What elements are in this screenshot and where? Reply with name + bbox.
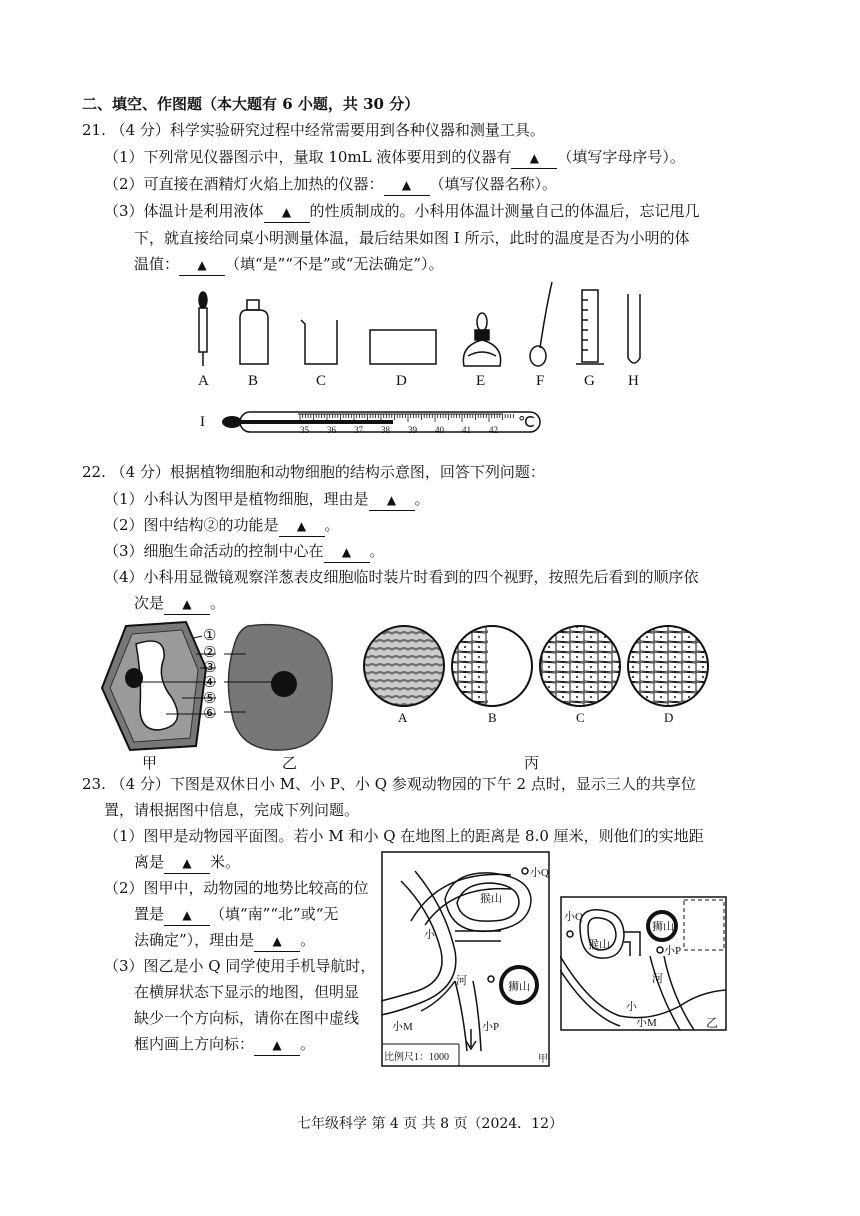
q23-part1: （1）图甲是动物园平面图。若小 M 和小 Q 在地图上的距离是 8.0 厘米，则他们的实地距 (104, 827, 704, 845)
q21-part3-cont: 下，就直接给同桌小明测量体温，最后结果如图 I 所示，此时的温度是否为小明的体 (134, 229, 690, 247)
alcohol-lamp-icon (463, 313, 500, 366)
q23-part2-end: 法确定”），理由是 ▲ 。 (134, 930, 315, 952)
cell-number: ⑥ (203, 706, 217, 722)
label-jia: 甲 (142, 756, 158, 772)
instrument-label: E (476, 373, 486, 389)
instrument-label: D (396, 373, 407, 389)
label-bing: 丙 (524, 756, 540, 772)
beaker-icon (301, 320, 337, 364)
view-c (540, 626, 620, 706)
map-jia-hou-shan: 猴山 (480, 893, 502, 905)
instrument-label: G (584, 373, 595, 389)
view-a (364, 626, 444, 706)
cell-number: ② (203, 645, 217, 661)
q21-part3-end: 温值： ▲ （填“是”“不是”或“无法确定”）。 (134, 254, 444, 276)
answer-blank[interactable]: ▲ (164, 853, 210, 874)
thermo-unit: ℃ (518, 415, 535, 431)
q23-part3-end: 框内画上方向标： ▲ 。 (134, 1034, 315, 1056)
map-jia-xiao-p: 小P (482, 1021, 500, 1033)
map-yi-xiao-q: 小Q (564, 911, 583, 923)
thermo-tick: 41 (462, 425, 471, 435)
map-yi-river1: 小 (626, 1001, 637, 1013)
q22-part3: （3）细胞生命活动的控制中心在 ▲ 。 (104, 541, 385, 563)
q23-part3: （3）图乙是小 Q 同学使用手机导航时， (104, 957, 376, 975)
thermometer-label: I (200, 414, 205, 430)
view-d (628, 626, 708, 706)
instrument-label: F (536, 373, 545, 389)
map-jia-shi-shan: 狮山 (508, 981, 530, 993)
cell-number: ④ (203, 675, 217, 691)
q23-part1-cont: 离是 ▲ 米。 (134, 852, 240, 874)
test-tube-icon (628, 294, 640, 363)
map-jia-xiao-q: 小Q (530, 867, 549, 879)
thermo-tick: 38 (381, 425, 390, 435)
map-jia (381, 851, 551, 1069)
answer-blank[interactable]: ▲ (164, 594, 210, 615)
cell-number: ① (203, 628, 217, 644)
map-yi-shi-shan: 狮山 (652, 921, 674, 933)
answer-blank[interactable]: ▲ (511, 148, 557, 169)
q21-part2: （2）可直接在酒精灯火焰上加热的仪器： ▲ （填写仪器名称）。 (104, 174, 557, 196)
q21-part3: （3）体温计是利用液体 ▲ 的性质制成的。小科用体温计测量自己的体温后，忘记甩几 (104, 201, 700, 223)
q23-part3-cont2: 缺少一个方向标，请你在图中虚线 (134, 1009, 360, 1027)
page-footer: 七年级科学 第 4 页 共 8 页（2024．12） (297, 1116, 563, 1132)
bottle-icon (240, 300, 268, 364)
map-jia-name: 甲 (538, 1054, 548, 1065)
graduated-cylinder-icon (576, 290, 604, 364)
cell-number: ⑤ (203, 691, 217, 707)
answer-blank[interactable]: ▲ (254, 931, 300, 952)
answer-blank[interactable]: ▲ (279, 516, 325, 537)
q23-part2: （2）图甲中，动物园的地势比较高的位 (104, 879, 369, 897)
view-label: B (488, 710, 497, 725)
answer-blank[interactable]: ▲ (324, 542, 370, 563)
map-jia-river1: 小 (424, 929, 435, 941)
q22-part4: （4）小科用显微镜观察洋葱表皮细胞临时装片时看到的四个视野，按照先后看到的顺序依 (104, 568, 699, 586)
plant-cell-icon (102, 622, 206, 750)
q22-part4-cont: 次是 ▲ 。 (134, 593, 225, 615)
label-yi: 乙 (282, 756, 298, 772)
microscope-views (360, 622, 720, 712)
thermo-tick: 39 (408, 425, 417, 435)
map-yi-river2: 河 (652, 973, 663, 985)
thermo-tick: 35 (300, 425, 309, 435)
answer-blank[interactable]: ▲ (384, 175, 430, 196)
cell-diagram (96, 618, 356, 758)
view-b (452, 626, 532, 706)
answer-blank[interactable]: ▲ (254, 1035, 300, 1056)
q22-part2: （2）图中结构②的功能是 ▲ 。 (104, 515, 340, 537)
instrument-label: C (316, 373, 327, 389)
answer-blank[interactable]: ▲ (369, 490, 415, 511)
q23-part2-cont: 置是 ▲ （填“南”“北”或“无 (134, 904, 338, 926)
q23-stem: 23. （4 分）下图是双休日小 M、小 P、小 Q 参观动物园的下午 2 点时，显示三人的共享位 (82, 775, 696, 793)
q22-part1: （1）小科认为图甲是植物细胞，理由是 ▲ 。 (104, 489, 430, 511)
evaporating-dish-icon (370, 330, 436, 364)
dropper-icon (199, 292, 207, 366)
map-jia-river2: 河 (456, 975, 467, 987)
instrument-label: H (628, 373, 639, 389)
thermo-tick: 37 (354, 425, 363, 435)
answer-blank[interactable]: ▲ (264, 202, 310, 223)
spoon-icon (530, 282, 552, 366)
cell-number: ③ (203, 660, 217, 676)
view-label: C (576, 710, 585, 725)
q22-stem: 22. （4 分）根据植物细胞和动物细胞的结构示意图，回答下列问题： (82, 463, 545, 481)
instrument-label: B (248, 373, 259, 389)
view-label: D (664, 710, 674, 725)
q21-part1: （1）下列常见仪器图示中，量取 10mL 液体要用到的仪器有 ▲ （填写字母序号）。 (104, 147, 685, 169)
instruments-figure (180, 278, 660, 378)
map-jia-scale: 比例尺1：1000 (384, 1052, 449, 1063)
thermo-tick: 36 (327, 425, 336, 435)
q23-part3-cont: 在横屏状态下显示的地图，但明显 (134, 983, 360, 1001)
map-yi-xiao-p: 小P (664, 945, 682, 957)
thermo-tick: 40 (435, 425, 444, 435)
answer-blank[interactable]: ▲ (179, 255, 225, 276)
answer-blank[interactable]: ▲ (164, 905, 210, 926)
map-jia-xiao-m: 小M (392, 1021, 413, 1033)
q21-stem: 21. （4 分）科学实验研究过程中经常需要用到各种仪器和测量工具。 (82, 121, 545, 139)
view-label: A (398, 710, 408, 725)
section-title: 二、填空、作图题（本大题有 6 小题，共 30 分） (82, 95, 420, 113)
q23-stem-cont: 置，请根据图中信息，完成下列问题。 (104, 801, 360, 819)
map-yi-name: 乙 (706, 1016, 719, 1030)
map-yi-hou-shan: 猴山 (588, 939, 610, 951)
map-yi (560, 896, 728, 1032)
animal-cell-icon (228, 625, 332, 750)
map-yi-xiao-m: 小M (636, 1017, 657, 1029)
thermo-tick: 42 (489, 425, 498, 435)
instrument-label: A (198, 373, 209, 389)
